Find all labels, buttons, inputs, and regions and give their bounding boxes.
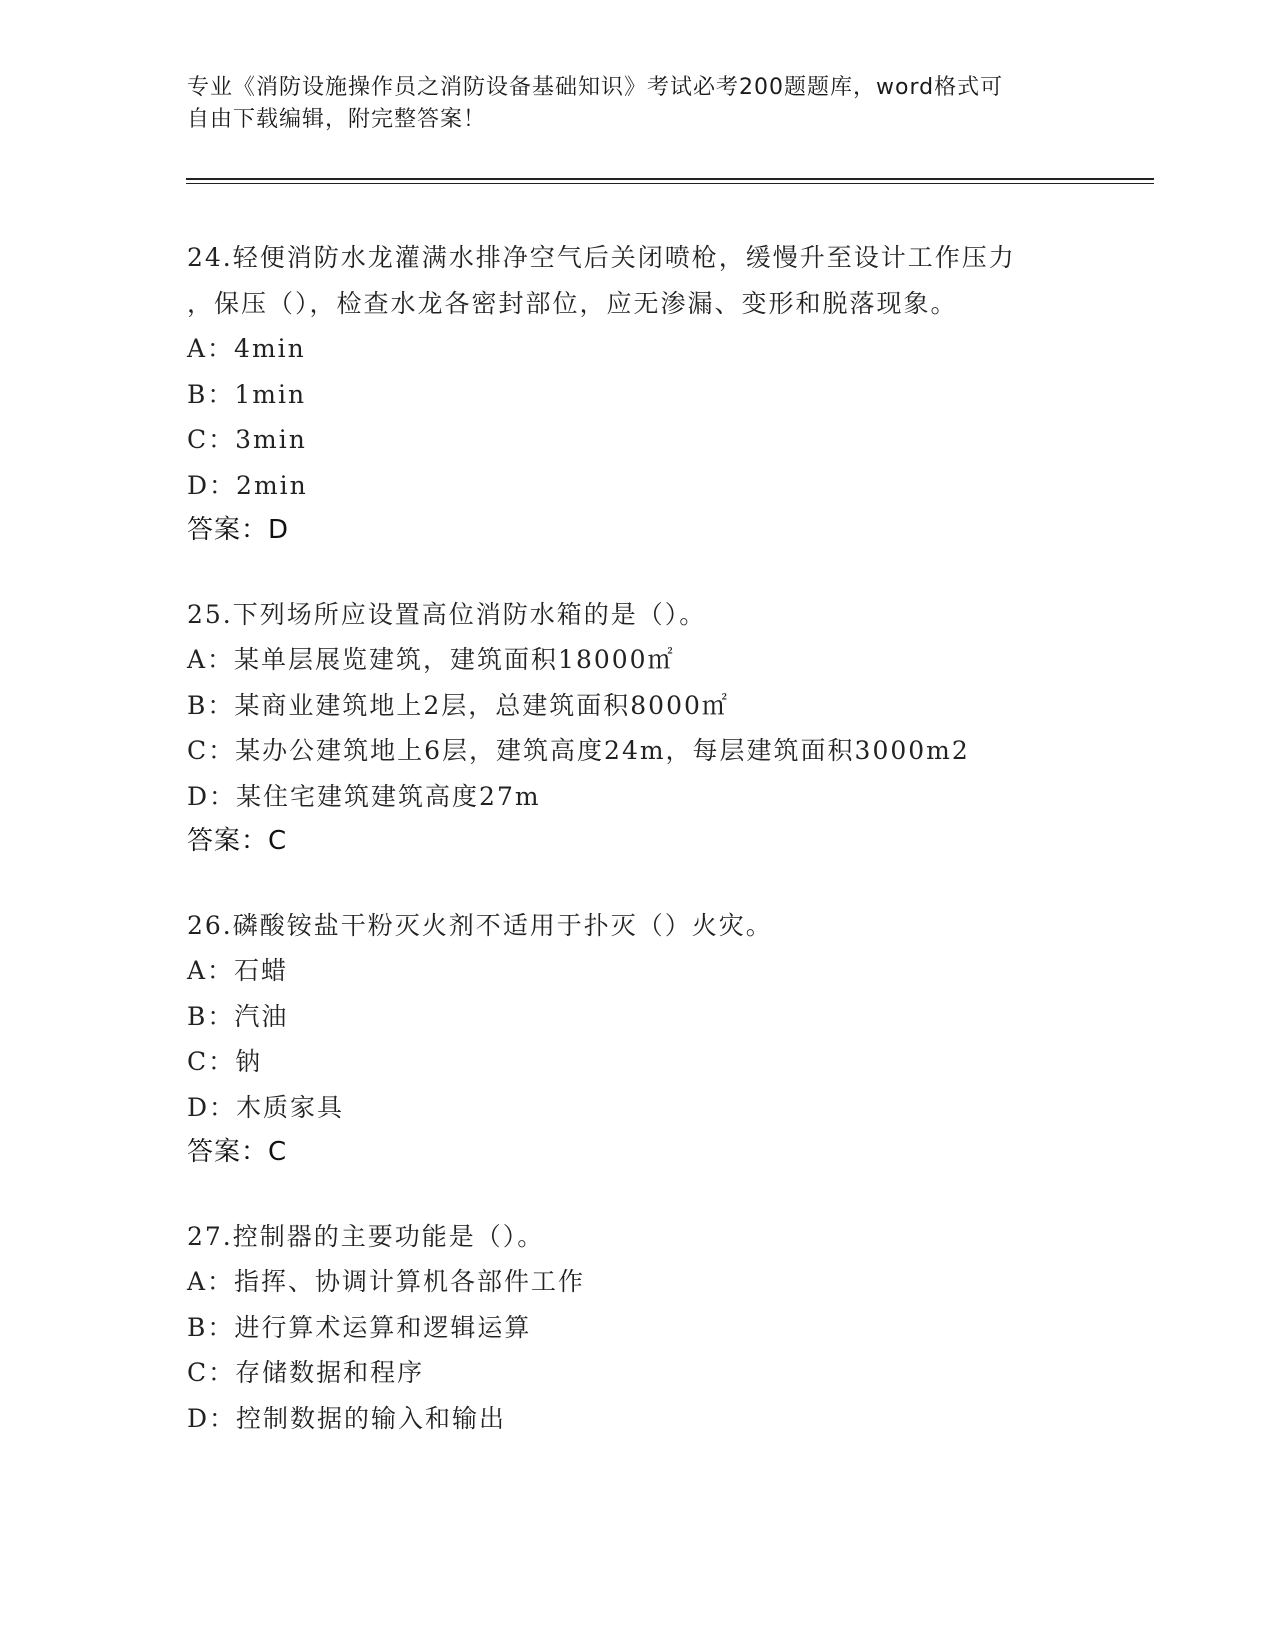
option-d: D：木质家具 [187,1092,345,1122]
question-item [187,1214,1087,1442]
option-b: B：进行算术运算和逻辑运算 [187,1312,532,1342]
option-c: C：某办公建筑地上6层，建筑高度24m，每层建筑面积3000m2 [187,736,970,765]
answer-line: 答案：C [187,826,288,856]
question-stem: 26.磷酸铵盐干粉灭火剂不适用于扑灭（）火灾。 [187,910,773,940]
question-stem: 27.控制器的主要功能是（）。 [187,1221,545,1251]
header-divider-thick [186,178,1154,180]
question-stem: ，保压（），检查水龙各密封部位，应无渗漏、变形和脱落现象。 [187,288,958,318]
answer-line: 答案：C [187,1137,288,1167]
option-d: D：某住宅建筑建筑高度27m [187,781,541,811]
question-stem: 24.轻便消防水龙灌满水排净空气后关闭喷枪，缓慢升至设计工作压力 [187,243,1016,272]
question-list [187,235,1087,1479]
option-a: A：石蜡 [187,956,289,985]
question-item [187,235,1087,554]
option-d: D：控制数据的输入和输出 [187,1403,507,1433]
answer-line: 答案：D [187,515,290,545]
option-b: B：某商业建筑地上2层，总建筑面积8000㎡ [187,690,729,720]
document-header [187,72,1067,136]
option-a: A：4min [187,334,306,363]
option-b: B：汽油 [187,1001,289,1031]
option-c: C：钠 [187,1047,263,1076]
option-a: A：某单层展览建筑，建筑面积18000㎡ [187,645,675,674]
option-a: A：指挥、协调计算机各部件工作 [187,1267,586,1296]
question-stem: 25.下列场所应设置高位消防水箱的是（）。 [187,599,707,629]
header-line-1: 专业《消防设施操作员之消防设备基础知识》考试必考200题题库，word格式可 [187,75,1004,100]
option-c: C：3min [187,425,307,454]
question-item [187,903,1087,1176]
option-b: B：1min [187,379,307,409]
option-c: C：存储数据和程序 [187,1358,425,1387]
header-line-2: 自由下载编辑，附完整答案！ [187,107,487,132]
header-divider-thin [186,183,1154,184]
option-d: D：2min [187,470,308,500]
question-item [187,592,1087,865]
